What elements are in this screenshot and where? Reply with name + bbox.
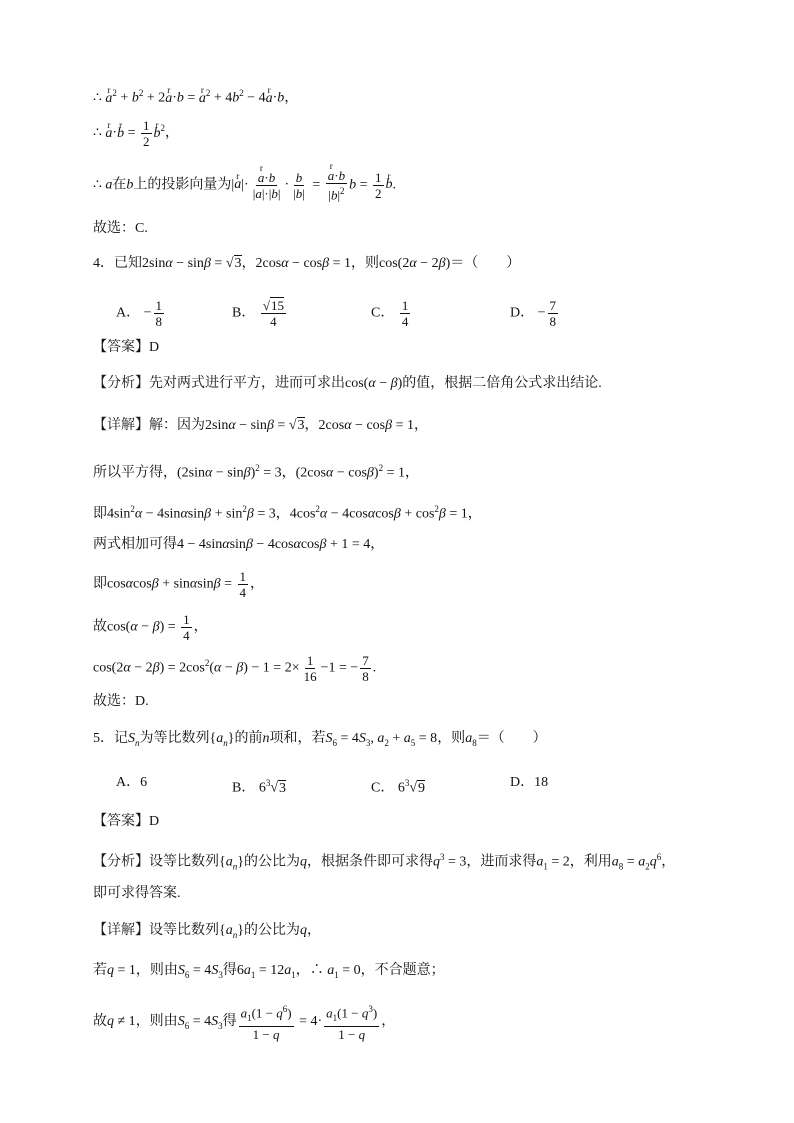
q4-option-a[interactable]: A． − $\frac{1}{8}$ [116, 298, 163, 329]
q5-case-q1: 若q = 1，则由$S_6 = 4S_3$得$6a_1 = 12a_1$，∴ $a_1 = 0$，不合题意； [93, 963, 445, 980]
vector-equation-line: ∴ r $a^2 + b^2 + 2r$ a·b = r $a^2 + 4b^2 - 4r$ a·b， [93, 83, 298, 109]
q5-analysis-end: 即可求得答案. [93, 886, 181, 901]
q4-option-c[interactable]: C． $\frac{1}{4}$ [371, 298, 409, 329]
q4-final-line: $\cos(2\alpha - 2\beta) = 2\cos^2(\alpha - \beta) - 1 = 2\times$ $\frac{1}{16}$ −1 = − $\frac{7}{8}$ . [93, 653, 377, 684]
q4-option-b[interactable]: B． $\frac{√15}{4}$ [232, 298, 284, 329]
q5-detail-start: 【详解】设等比数列$\{a_n\}$的公比为q， [93, 923, 321, 940]
dot-product-line: ∴ r a·r b = $\frac{1}{2}$ r $b^2$， [93, 118, 179, 149]
projection-line: ∴ a在b上的投影向量为|r a|· r $\frac{a\cdot b}{|a|\cdot|b|}$ · $\frac{b}{|b|}$ = r $\frac{a\cdot b}{|b|^2}$ b = $\frac{1}{2}$ r b. [93, 168, 396, 202]
q4-answer: 【答案】D [93, 340, 160, 355]
q4-analysis: 【分析】先对两式进行平方，进而可求出cos(α − β)的值，根据二倍角公式求出结论. [93, 376, 602, 391]
q5-option-b[interactable]: B． $6^3√3$ [232, 778, 287, 796]
question-4: 4．已知2sinα − sinβ = √3，2cosα − cosβ = 1，则cos(2α − 2β)＝（ ） [93, 256, 521, 271]
q5-option-c[interactable]: C． $6^3√9$ [371, 778, 426, 796]
pick-answer-c: 故选：C. [93, 221, 148, 236]
pick-answer-d: 故选：D. [93, 694, 149, 709]
q4-square-line: 所以平方得，$(2\sin\alpha - \sin\beta)^2 = 3$，$(2\cos\alpha - \cos\beta)^2 = 1$， [93, 463, 419, 481]
question-5: 5．记$S_n$为等比数列$\{a_n\}$的前n项和，若$S_6 = 4S_3$, $a_2 + a_5 = 8$，则$a_8=$（ ） [93, 731, 547, 748]
q4-detail-start: 【详解】解：因为2sinα − sinβ = √3，2cosα − cosβ = 1， [93, 418, 428, 433]
q4-expand-line: 即$4\sin^2\alpha - 4\sin\alpha\sin\beta + \sin^2\beta = 3$，$4\cos^2\alpha - 4\cos\alpha\cos\beta + \cos^2\beta = 1$， [93, 504, 482, 522]
q4-sum-line: 两式相加可得4 − 4sinαsinβ − 4cosαcosβ + 1 = 4， [93, 537, 385, 552]
q5-option-a[interactable]: A．6 [116, 775, 148, 790]
q4-option-d[interactable]: D． − $\frac{7}{8}$ [510, 298, 557, 329]
q5-option-d[interactable]: D．18 [510, 775, 549, 790]
q5-case-q-not-1: 故q ≠ 1，则由$S_6 = 4S_3$得 $\frac{a_1(1 - q^6)}{1 - q}$ = 4· $\frac{a_1(1 - q^3)}{1 - q}$ ， [93, 1004, 396, 1042]
q4-cos-sum-line: 即cosαcosβ + sinαsinβ = $\frac{1}{4}$ ， [93, 569, 265, 600]
q4-cos-diff-line: 故cos(α − β) = $\frac{1}{4}$ ， [93, 612, 208, 643]
q5-answer: 【答案】D [93, 814, 160, 829]
q5-analysis: 【分析】设等比数列$\{a_n\}$的公比为q，根据条件即可求得$q^3 = 3$，进而求得$a_1 = 2$，利用$a_8 = a_2q^6$， [93, 852, 676, 872]
